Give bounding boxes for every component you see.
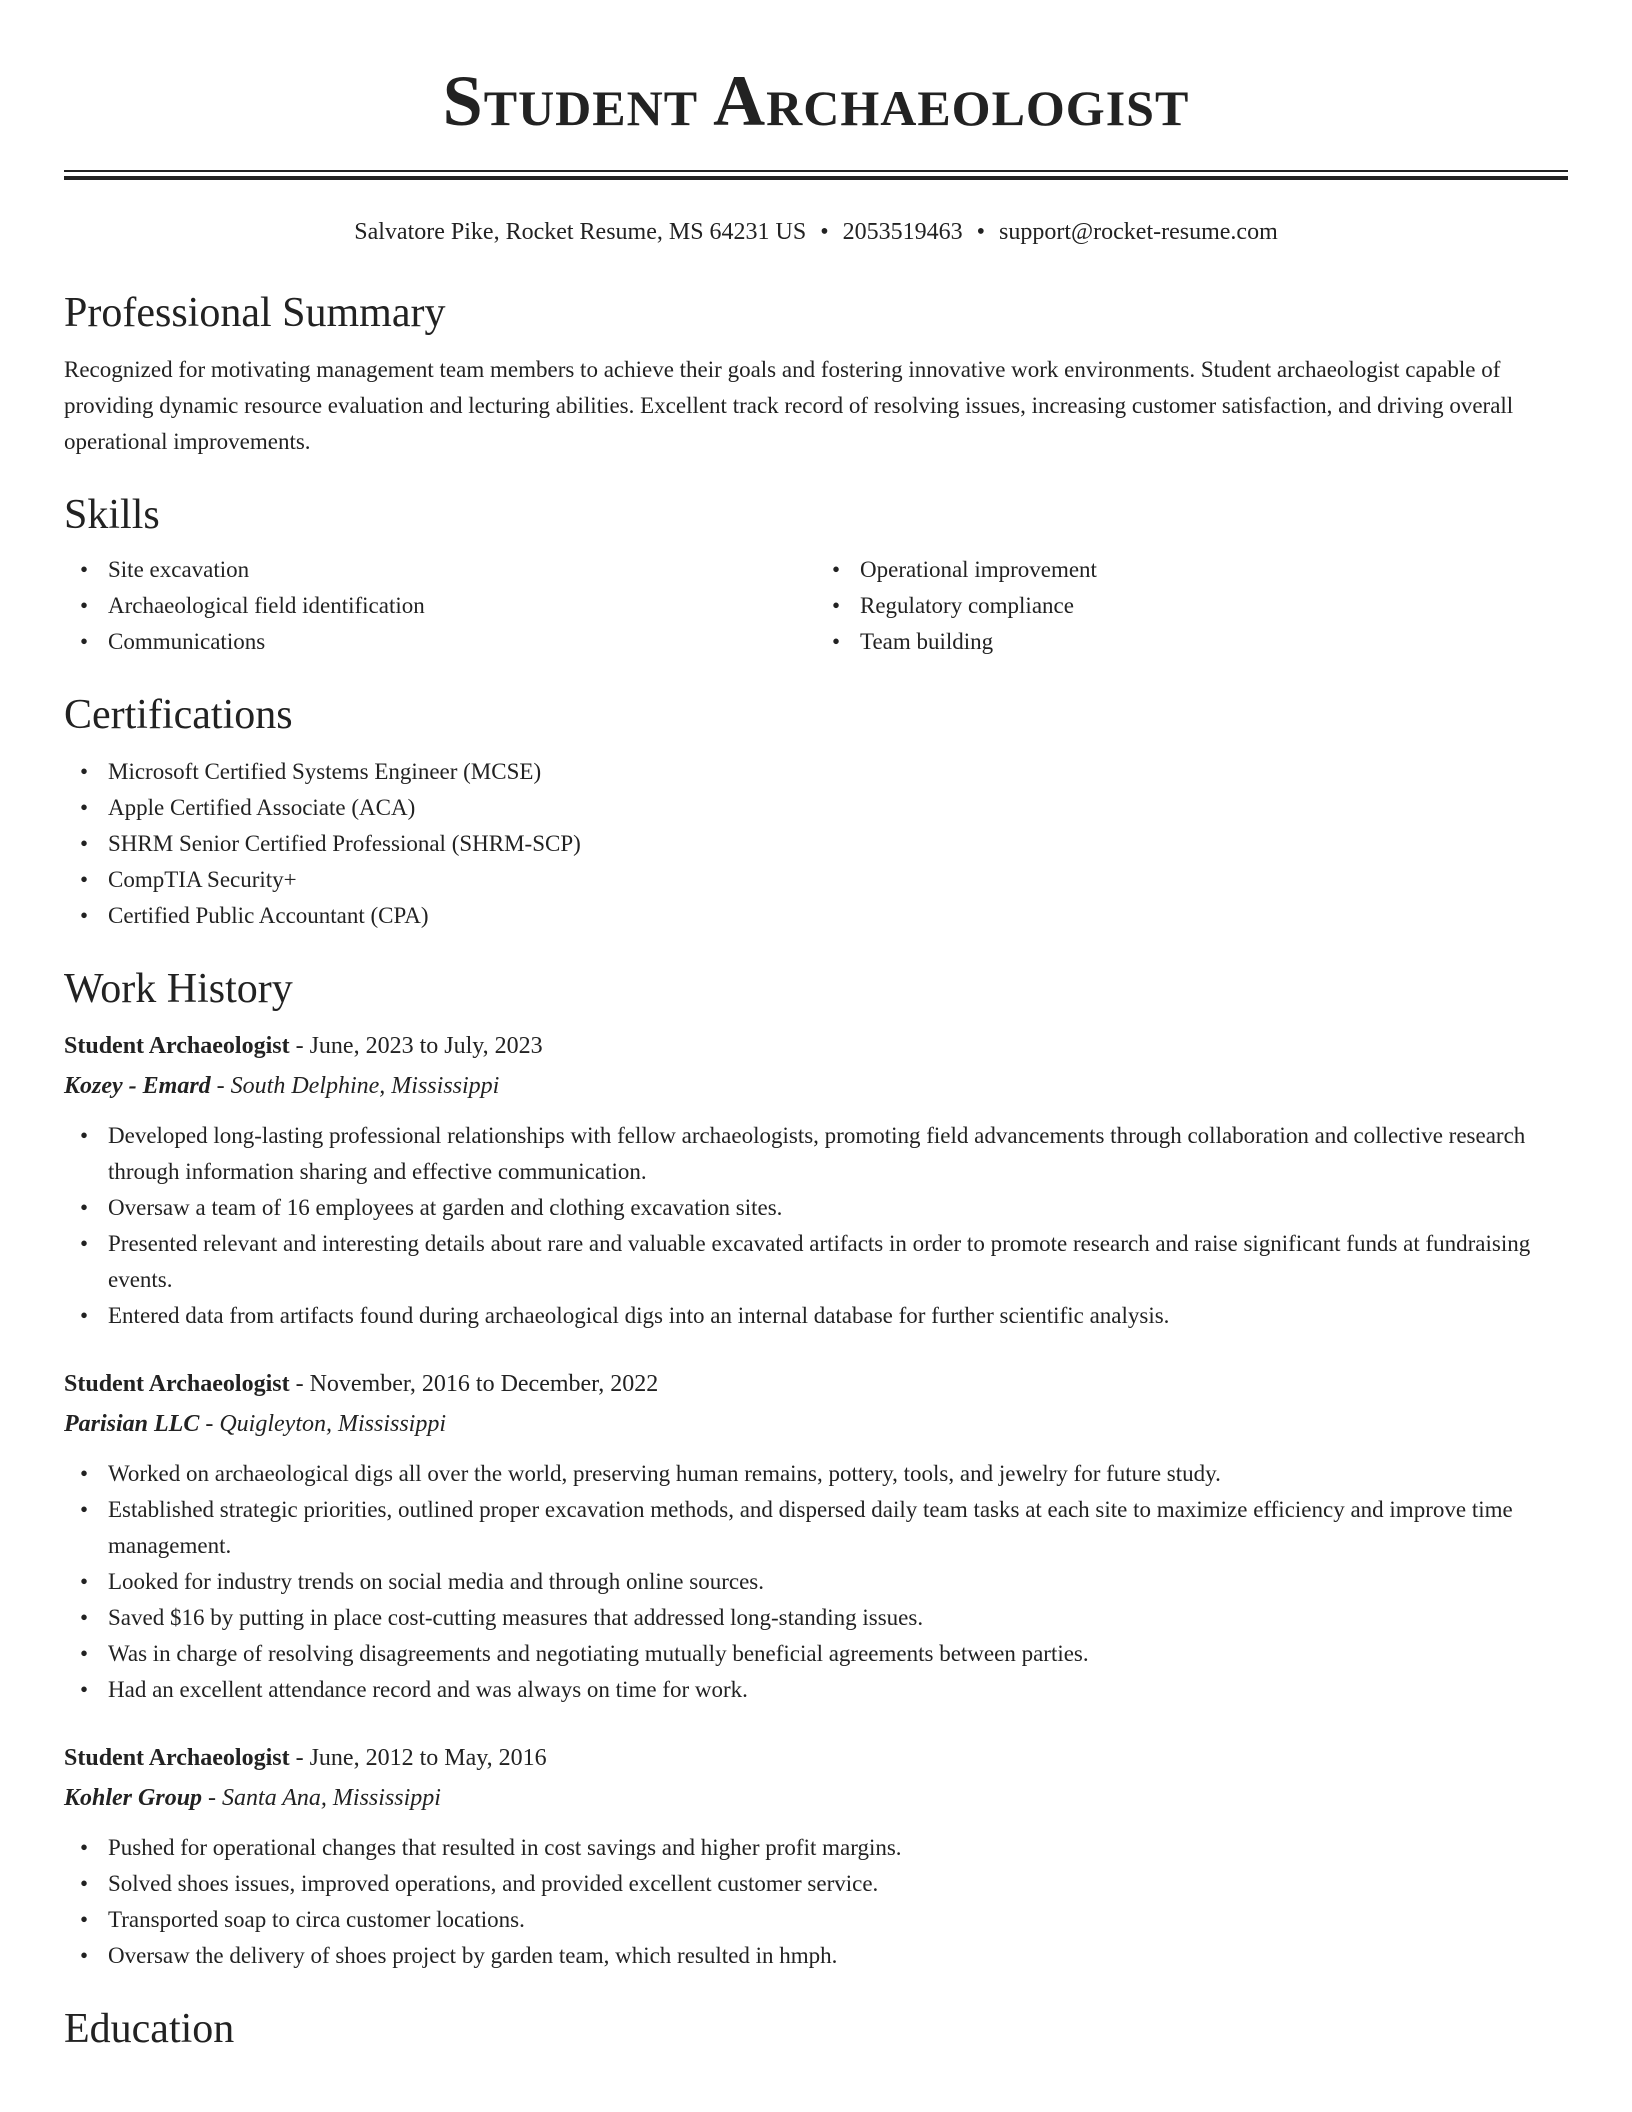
job-entry xyxy=(64,1738,1568,1974)
summary-heading: Professional Summary xyxy=(64,290,446,336)
company-location: - Santa Ana, Mississippi xyxy=(202,1785,441,1811)
skills-list-left xyxy=(64,552,816,660)
job-bullet: • Established strategic priorities, outlined proper excavation methods, and dispersed daily team tasks at each site to maximize efficiency and improve time management. xyxy=(108,1492,1568,1564)
skill-item: • Communications xyxy=(108,624,816,660)
company-location: - Quigleyton, Mississippi xyxy=(199,1411,447,1437)
job-dates: - November, 2016 to December, 2022 xyxy=(289,1371,659,1397)
certifications-list xyxy=(64,754,1568,934)
company-line xyxy=(64,1066,1568,1106)
certifications-heading: Certifications xyxy=(64,692,293,738)
company-line xyxy=(64,1778,1568,1818)
skill-item: • Site excavation xyxy=(108,552,816,588)
company-name: Kozey - Emard xyxy=(64,1073,211,1099)
job-bullet: • Looked for industry trends on social media and through online sources. xyxy=(108,1564,1568,1600)
job-bullet: • Had an excellent attendance record and was always on time for work. xyxy=(108,1672,1568,1708)
job-bullet: • Oversaw a team of 16 employees at garden and clothing excavation sites. xyxy=(108,1190,1568,1226)
skill-item: • Regulatory compliance xyxy=(860,588,1568,624)
contact-address: Salvatore Pike, Rocket Resume, MS 64231 US xyxy=(354,219,807,245)
job-bullet: • Was in charge of resolving disagreements and negotiating mutually beneficial agreements between parties. xyxy=(108,1636,1568,1672)
education-heading: Education xyxy=(64,2006,235,2052)
job-bullet: • Presented relevant and interesting details about rare and valuable excavated artifacts in order to promote research and raise significant funds at fundraising events. xyxy=(108,1226,1568,1298)
job-title: Student Archaeologist xyxy=(64,1745,290,1771)
certification-item: • CompTIA Security+ xyxy=(108,862,1568,898)
job-title-line xyxy=(64,1738,1568,1778)
certification-item: • Certified Public Accountant (CPA) xyxy=(108,898,1568,934)
certification-item: • SHRM Senior Certified Professional (SHRM-SCP) xyxy=(108,826,1568,862)
job-bullet: • Worked on archaeological digs all over the world, preserving human remains, pottery, tools, and jewelry for future study. xyxy=(108,1456,1568,1492)
job-title: Student Archaeologist xyxy=(64,1371,290,1397)
job-bullets xyxy=(64,1118,1568,1334)
job-title: Student Archaeologist xyxy=(64,1033,290,1059)
education-section xyxy=(64,2002,1568,2056)
certification-item: • Microsoft Certified Systems Engineer (MCSE) xyxy=(108,754,1568,790)
contact-phone: 2053519463 xyxy=(842,219,963,245)
resume-title: Student Archaeologist xyxy=(442,61,1190,141)
certifications-section xyxy=(64,688,1568,934)
contact-separator: • xyxy=(976,219,986,245)
job-bullet: • Entered data from artifacts found during archaeological digs into an internal database for further scientific analysis. xyxy=(108,1298,1568,1334)
company-location: - South Delphine, Mississippi xyxy=(210,1073,500,1099)
company-line xyxy=(64,1404,1568,1444)
company-name: Parisian LLC xyxy=(64,1411,200,1437)
skills-grid xyxy=(64,552,1568,660)
skills-list-right xyxy=(816,552,1568,660)
job-entry xyxy=(64,1026,1568,1334)
job-bullets xyxy=(64,1456,1568,1708)
job-bullet: • Developed long-lasting professional relationships with fellow archaeologists, promoting field advancements through collaboration and collective research through information sharing and effective communication. xyxy=(108,1118,1568,1190)
skill-item: • Archaeological field identification xyxy=(108,588,816,624)
title-divider xyxy=(64,170,1568,180)
summary-text: Recognized for motivating management team members to achieve their goals and fostering innovative work environments. Student archaeologist capable of providing dynamic resource evaluation and lecturing abilities. Excellent track record of resolving issues, increasing customer satisfaction, and driving overall operational improvements. xyxy=(64,357,1514,454)
contact-separator: • xyxy=(820,219,829,245)
job-title-line xyxy=(64,1026,1568,1066)
certification-item: • Apple Certified Associate (ACA) xyxy=(108,790,1568,826)
summary-section xyxy=(64,286,1568,460)
contact-email: support@rocket-resume.com xyxy=(999,219,1278,245)
work-history-section xyxy=(64,962,1568,1974)
job-entry xyxy=(64,1364,1568,1708)
job-bullet: • Pushed for operational changes that resulted in cost savings and higher profit margins. xyxy=(108,1830,1568,1866)
skills-section xyxy=(64,488,1568,660)
skill-item: • Operational improvement xyxy=(860,552,1568,588)
job-dates: - June, 2012 to May, 2016 xyxy=(289,1745,547,1771)
work-history-heading: Work History xyxy=(64,966,293,1012)
job-title-line xyxy=(64,1364,1568,1404)
job-bullets xyxy=(64,1830,1568,1974)
skills-heading: Skills xyxy=(64,492,160,538)
contact-line xyxy=(64,216,1568,248)
job-dates: - June, 2023 to July, 2023 xyxy=(289,1033,543,1059)
job-bullet: • Saved $16 by putting in place cost-cutting measures that addressed long-standing issues. xyxy=(108,1600,1568,1636)
job-bullet: • Oversaw the delivery of shoes project by garden team, which resulted in hmph. xyxy=(108,1938,1568,1974)
job-bullet: • Transported soap to circa customer locations. xyxy=(108,1902,1568,1938)
skill-item: • Team building xyxy=(860,624,1568,660)
job-bullet: • Solved shoes issues, improved operations, and provided excellent customer service. xyxy=(108,1866,1568,1902)
company-name: Kohler Group xyxy=(64,1785,203,1811)
